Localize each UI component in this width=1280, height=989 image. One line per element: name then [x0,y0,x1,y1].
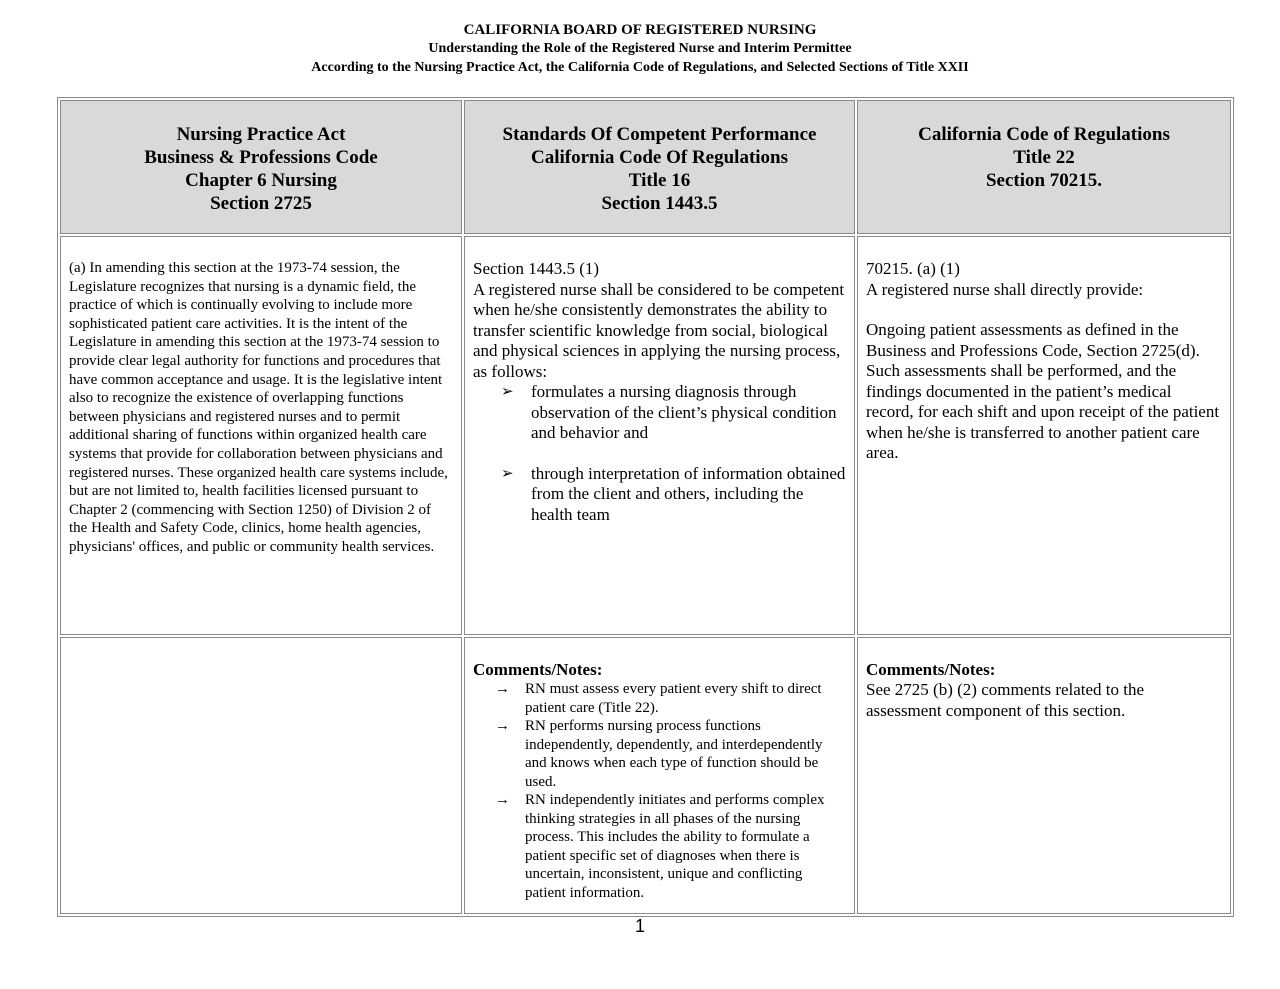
header-line: California Code Of Regulations [530,147,789,168]
document-header [0,21,1280,77]
cell-title22-notes [857,637,1231,914]
section-heading: Section 1443.5 (1) [473,259,600,278]
paragraph-spacer [866,300,1222,320]
column-header-standards-competent-performance [464,100,855,234]
header-line: Chapter 6 Nursing [185,170,337,191]
list-item [495,791,846,902]
cell-standards-text [464,236,855,635]
note-text: RN performs nursing process functions independently, dependently, and interdependently and knows when each type of function should be used. [525,718,823,790]
note-text: RN must assess every patient every shift to direct patient care (Title 22). [525,681,822,716]
header-line: Title 22 [1013,147,1075,168]
table-header-row [60,100,1231,234]
section-intro: A registered nurse shall directly provide: [866,279,1144,299]
header-line: Standards Of Competent Performance [502,124,817,145]
list-item [495,680,846,717]
header-line: Nursing Practice Act [176,124,346,145]
notes-title: Comments/Notes: [866,660,996,679]
notes-list [473,680,846,902]
section-2725-text: (a) In amending this section at the 1973-74 session, the Legislature recognizes that nursing is a dynamic field, the practice of which is continually evolving to include more sophisticated patient care activities. It is the intent of the Legislature in amending this section at the 1973-74 session to provide clear legal authority for functions and procedures that have common acceptance and usage. It is the legislative intent also to recognize the existence of overlapping functions between physicians and registered nurses and to permit additional sharing of functions within organized health care systems that provide for collaboration between physicians and registered nurses. These organized health care systems include, but are not limited to, health facilities licensed pursuant to Chapter 2 (commencing with Section 1250) of Division 2 of the Health and Safety Code, clinics, home health agencies, physicians' offices, and public or community health services. [69,260,448,555]
column-header-nursing-practice-act [60,100,462,234]
list-item-text: formulates a nursing diagnosis through observation of the client’s physical condition and behavior and [531,382,837,442]
cell-standards-notes [464,637,855,914]
table-row [60,236,1231,635]
header-line-3: According to the Nursing Practice Act, the California Code of Regulations, and Selected Sections of Title XXII [311,60,969,75]
header-line: California Code of Regulations [918,124,1170,145]
list-item [501,464,846,526]
header-line: Title 16 [628,170,691,191]
section-heading: 70215. (a) (1) [866,259,960,278]
column-header-california-code-regulations [857,100,1231,234]
arrow-right-icon: → [495,718,510,734]
header-line: Section 1443.5 [601,193,718,214]
header-line: Section 70215. [985,170,1103,191]
table-row [60,637,1231,914]
list-item [495,717,846,791]
criteria-list [473,382,846,525]
arrow-right-icon: → [495,792,510,808]
list-item-text: through interpretation of information obtained from the client and others, including the health team [531,463,846,524]
cell-empty [60,637,462,914]
section-intro: A registered nurse shall be considered to be competent when he/she consistently demonstrates the ability to transfer scientific knowledge from social, biological and physical sciences in applying the nursing process, as follows: [473,279,845,381]
note-text: RN independently initiates and performs complex thinking strategies in all phases of the nursing process. This includes the ability to formulate a patient specific set of diagnoses when there is uncertain, inconsistent, unique and conflicting patient information. [525,792,825,901]
section-body: Ongoing patient assessments as defined in the Business and Professions Code, Section 2725(d). Such assessments shall be performed, and the findings documented in the patient’s medical record, for each shift and upon receipt of the patient when he/she is transferred to another patient care area. [866,320,1220,462]
cell-title22-text [857,236,1231,635]
note-text: See 2725 (b) (2) comments related to the assessment component of this section. [866,680,1145,720]
header-line: Section 2725 [210,193,312,214]
cell-nursing-practice-act-text [60,236,462,635]
arrow-right-icon: → [495,681,510,697]
header-line-2: Understanding the Role of the Registered Nurse and Interim Permittee [428,41,852,56]
arrowhead-bullet-icon: ➢ [501,384,514,400]
arrowhead-bullet-icon: ➢ [501,465,514,482]
regulations-table [57,97,1234,917]
header-line: Business & Professions Code [144,147,378,168]
notes-title: Comments/Notes: [473,660,603,679]
page-number: 1 [634,916,645,936]
list-item [501,382,846,444]
header-line-1: CALIFORNIA BOARD OF REGISTERED NURSING [463,22,817,38]
